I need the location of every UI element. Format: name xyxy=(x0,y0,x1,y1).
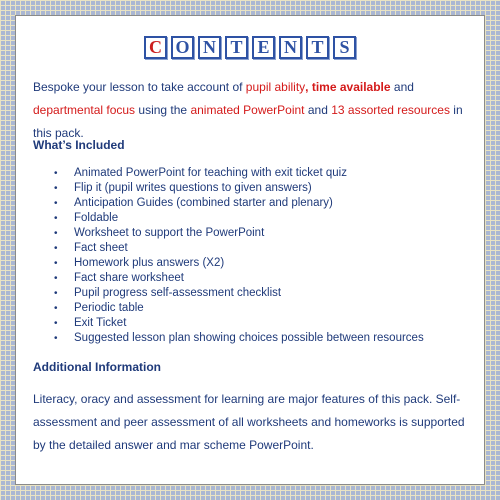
list-item xyxy=(54,301,424,316)
list-item xyxy=(54,241,424,256)
highlight-pupil-ability: pupil ability xyxy=(245,80,306,94)
list-item-text: Exit Ticket xyxy=(74,317,127,329)
list-item-text: Worksheet to support the PowerPoint xyxy=(74,227,265,239)
bullet-icon: • xyxy=(54,228,58,239)
title-letter-tile: T xyxy=(225,36,248,59)
title-letter-tile: E xyxy=(252,36,275,59)
contents-title xyxy=(16,36,484,59)
bullet-icon: • xyxy=(54,243,58,254)
title-letter-tile: O xyxy=(171,36,194,59)
list-item xyxy=(54,286,424,301)
highlight-animated-powerpoint: animated PowerPoint xyxy=(190,103,305,117)
list-item xyxy=(54,226,424,241)
list-item xyxy=(54,166,424,181)
intro-text: and xyxy=(390,80,414,94)
bullet-icon: • xyxy=(54,318,58,329)
bullet-icon: • xyxy=(54,213,58,224)
intro-text: in this pack. xyxy=(33,103,463,140)
list-item-text: Fact sheet xyxy=(74,242,128,254)
bullet-icon: • xyxy=(54,198,58,209)
whats-included-heading: What’s Included xyxy=(33,138,125,152)
bullet-icon: • xyxy=(54,168,58,179)
list-item xyxy=(54,331,424,346)
included-list xyxy=(54,166,424,346)
list-item xyxy=(54,181,424,196)
bullet-icon: • xyxy=(54,183,58,194)
additional-information-heading: Additional Information xyxy=(33,360,161,374)
intro-text: Bespoke your lesson to take account of xyxy=(33,80,246,94)
bullet-icon: • xyxy=(54,273,58,284)
title-letter-tile: N xyxy=(279,36,302,59)
intro-text: and xyxy=(304,103,332,117)
contents-card xyxy=(15,15,485,485)
bullet-icon: • xyxy=(54,258,58,269)
bullet-icon: • xyxy=(54,288,58,299)
title-letter-tile: N xyxy=(198,36,221,59)
title-letter-tile: S xyxy=(333,36,356,59)
title-letter-tile: C xyxy=(144,36,167,59)
list-item xyxy=(54,211,424,226)
list-item-text: Suggested lesson plan showing choices possible between resources xyxy=(74,332,424,344)
list-item-text: Homework plus answers (X2) xyxy=(74,257,225,269)
title-letter-tile: T xyxy=(306,36,329,59)
list-item-text: Anticipation Guides (combined starter and plenary) xyxy=(74,197,333,209)
list-item-text: Flip it (pupil writes questions to given answers) xyxy=(74,182,312,194)
list-item xyxy=(54,256,424,271)
list-item-text: Animated PowerPoint for teaching with exit ticket quiz xyxy=(74,167,347,179)
list-item xyxy=(54,196,424,211)
additional-information-text: Literacy, oracy and assessment for learning are major features of this pack. Self-assessment and peer assessment of all worksheets and homeworks is supported by the detailed answer and mar scheme PowerPoint. xyxy=(33,392,465,452)
highlight-departmental-focus: departmental focus xyxy=(33,103,136,117)
list-item xyxy=(54,316,424,331)
intro-paragraph xyxy=(33,76,473,145)
bullet-icon: • xyxy=(54,303,58,314)
list-item xyxy=(54,271,424,286)
highlight-time-available: , time available xyxy=(305,80,391,94)
list-item-text: Foldable xyxy=(74,212,119,224)
list-item-text: Pupil progress self-assessment checklist xyxy=(74,287,282,299)
bullet-icon: • xyxy=(54,333,58,344)
intro-text: using the xyxy=(135,103,191,117)
highlight-assorted-resources: 13 assorted resources xyxy=(331,103,450,117)
list-item-text: Periodic table xyxy=(74,302,144,314)
list-item-text: Fact share worksheet xyxy=(74,272,184,284)
